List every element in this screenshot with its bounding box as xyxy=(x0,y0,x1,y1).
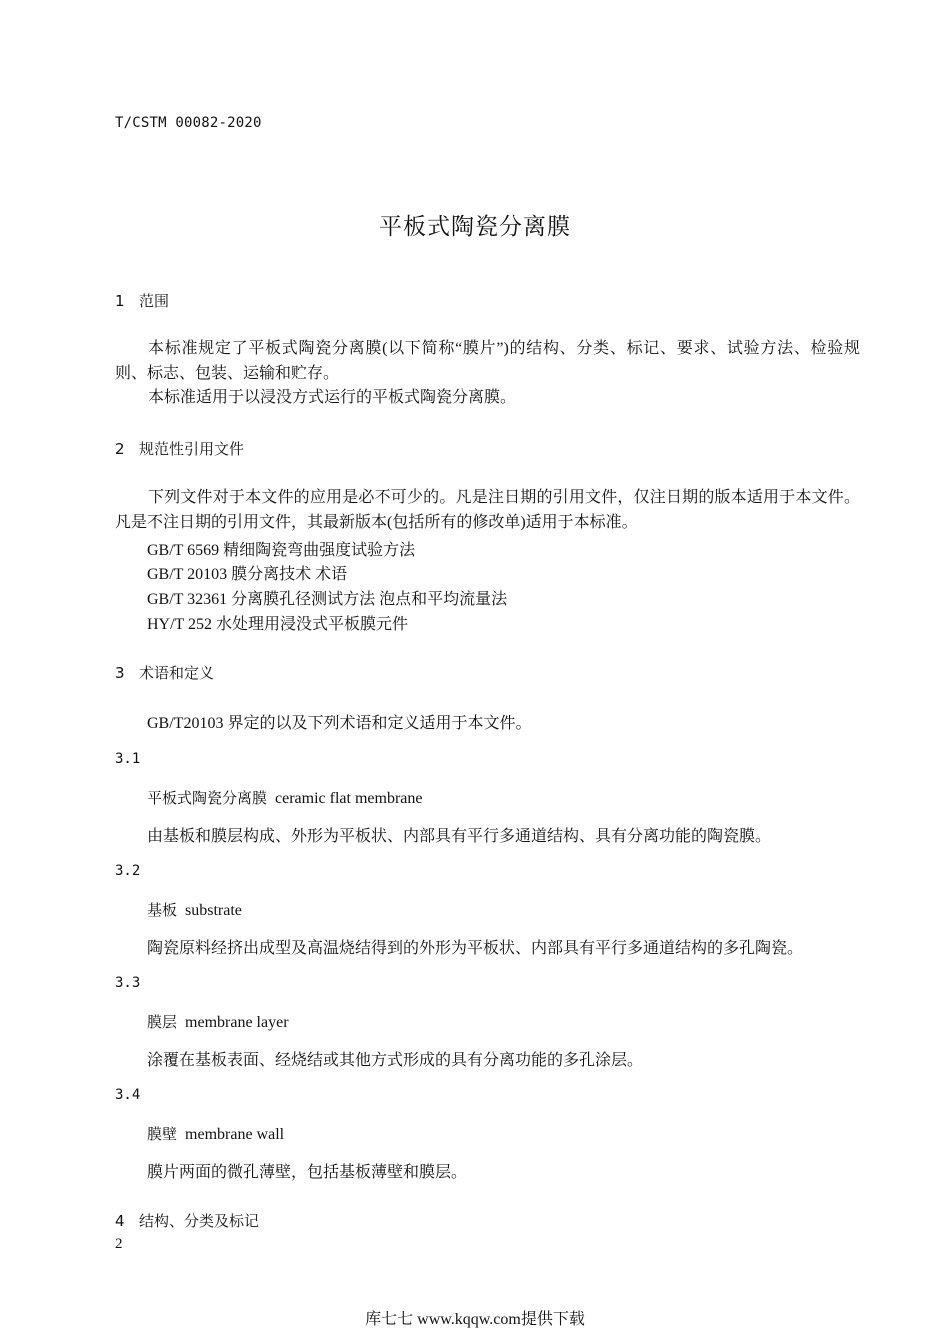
section-3-heading xyxy=(115,662,214,683)
term-chinese: 膜壁 xyxy=(147,1125,178,1143)
term-definition: 膜片两面的微孔薄壁，包括基板薄壁和膜层。 xyxy=(147,1164,468,1181)
term-number: 3.3 xyxy=(115,975,141,991)
term-number: 3.4 xyxy=(115,1087,141,1103)
term-definition: 陶瓷原料经挤出成型及高温烧结得到的外形为平板状、内部具有平行多通道结构的多孔陶瓷。 xyxy=(147,940,804,957)
page-number: 2 xyxy=(115,1236,123,1252)
term-english: substrate xyxy=(185,902,242,919)
section-2-intro: 下列文件对于本文件的应用是必不可少的。凡是注日期的引用文件，仅注日期的版本适用于本文件。凡是不注日期的引用文件，其最新版本(包括所有的修改单)适用于本标准。 xyxy=(115,489,860,531)
section-1-paragraph-1: 本标准规定了平板式陶瓷分离膜(以下简称“膜片”)的结构、分类、标记、要求、试验方法、检验规则、标志、包装、运输和贮存。 xyxy=(115,340,860,382)
reference-item: GB/T 6569 精细陶瓷弯曲强度试验方法 xyxy=(147,542,416,559)
section-1-paragraph-2: 本标准适用于以浸没方式运行的平板式陶瓷分离膜。 xyxy=(148,389,517,406)
reference-item: GB/T 32361 分离膜孔径测试方法 泡点和平均流量法 xyxy=(147,591,508,608)
reference-item: HY/T 252 水处理用浸没式平板膜元件 xyxy=(147,616,409,633)
section-number: 4 xyxy=(115,1212,125,1230)
footer-download-note: 库七七 www.kqqw.com提供下载 xyxy=(365,1311,585,1328)
section-2-heading xyxy=(115,438,244,459)
term-heading xyxy=(147,787,422,808)
section-number: 1 xyxy=(115,292,125,310)
term-chinese: 膜层 xyxy=(147,1013,178,1031)
standard-code: T/CSTM 00082-2020 xyxy=(115,115,262,131)
term-chinese: 平板式陶瓷分离膜 xyxy=(147,789,268,807)
term-heading xyxy=(147,899,242,920)
term-definition: 涂覆在基板表面、经烧结或其他方式形成的具有分离功能的多孔涂层。 xyxy=(147,1052,644,1069)
section-title: 规范性引用文件 xyxy=(139,440,245,458)
term-chinese: 基板 xyxy=(147,901,178,919)
section-number: 2 xyxy=(115,440,125,458)
term-english: membrane wall xyxy=(185,1126,285,1143)
term-heading xyxy=(147,1011,289,1032)
term-definition: 由基板和膜层构成、外形为平板状、内部具有平行多通道结构、具有分离功能的陶瓷膜。 xyxy=(147,828,772,845)
term-number: 3.1 xyxy=(115,751,141,767)
term-heading xyxy=(147,1123,284,1144)
section-number: 3 xyxy=(115,664,125,682)
document-title: 平板式陶瓷分离膜 xyxy=(379,214,571,240)
section-3-intro: GB/T20103 界定的以及下列术语和定义适用于本文件。 xyxy=(147,715,532,732)
term-english: ceramic flat membrane xyxy=(275,790,423,807)
reference-item: GB/T 20103 膜分离技术 术语 xyxy=(147,566,348,583)
section-4-heading xyxy=(115,1210,259,1231)
term-number: 3.2 xyxy=(115,863,141,879)
term-english: membrane layer xyxy=(185,1014,289,1031)
section-1-heading xyxy=(115,290,169,311)
section-title: 术语和定义 xyxy=(139,664,215,682)
section-title: 结构、分类及标记 xyxy=(139,1212,260,1230)
section-title: 范围 xyxy=(139,292,170,310)
